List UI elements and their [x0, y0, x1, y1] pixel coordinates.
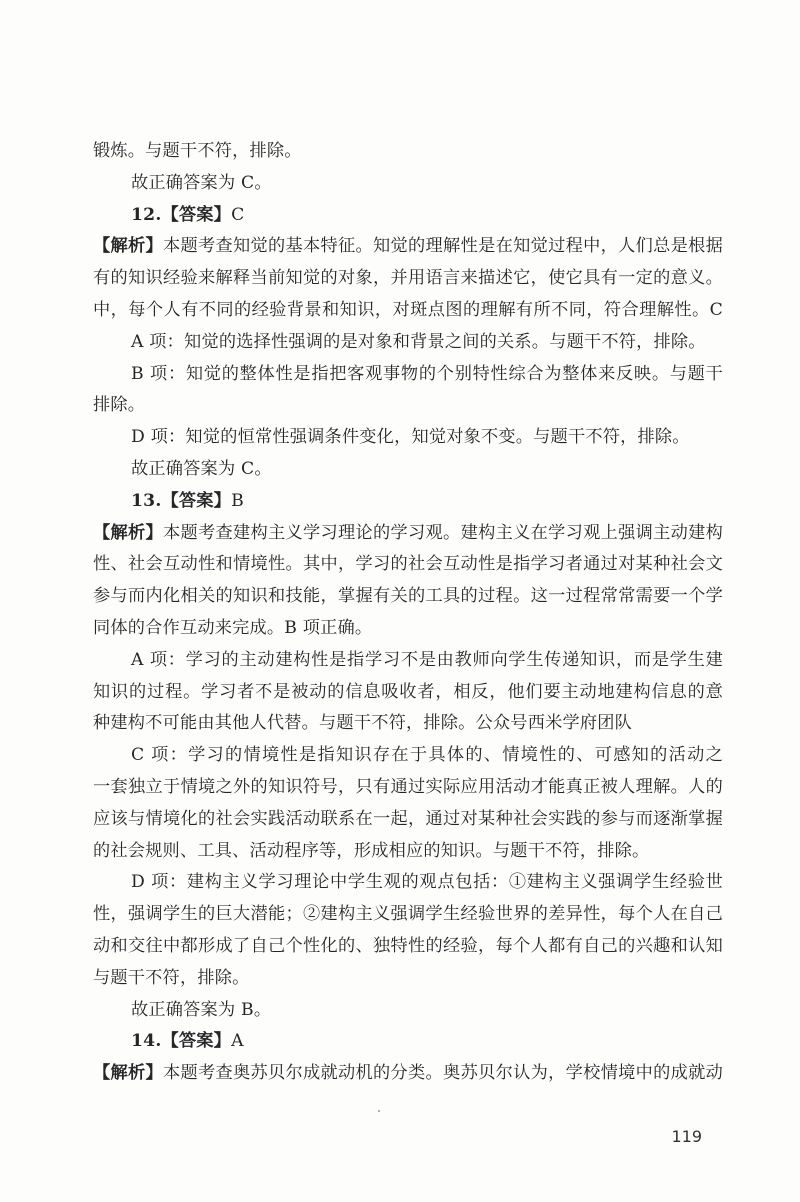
answer-label: 14.【答案】 — [131, 1031, 232, 1052]
text-line: A 项：知觉的选择性强调的是对象和背景之间的关系。与题干不符，排除。 — [131, 331, 706, 352]
answer-heading — [93, 1026, 723, 1058]
analysis-text: 本题考查奥苏贝尔成就动机的分类。奥苏贝尔认为，学校情境中的成就动 — [163, 1063, 723, 1084]
text-line: 与题干不符，排除。 — [93, 967, 250, 988]
text-line: 应该与情境化的社会实践活动联系在一起，通过对某种社会实践的参与而逐渐掌握 — [93, 808, 723, 829]
analysis-line — [93, 518, 723, 550]
answer-value: C — [231, 204, 245, 225]
text-line: 一套独立于情境之外的知识符号，只有通过实际应用活动才能真正被人理解。人的 — [93, 776, 723, 797]
speck — [378, 1110, 380, 1112]
text-line: 性、社会互动性和情境性。其中，学习的社会互动性是指学习者通过对某种社会文 — [93, 554, 723, 575]
text-line: 同体的合作互动来完成。B 项正确。 — [93, 617, 373, 638]
text-line: 故正确答案为 C。 — [131, 172, 272, 193]
answer-heading — [93, 200, 723, 232]
text-line: 中，每个人有不同的经验背景和知识，对斑点图的理解有所不同，符合理解性。C — [93, 299, 723, 320]
analysis-label: 【解析】 — [93, 1063, 164, 1084]
text-line: D 项：知觉的恒常性强调条件变化，知觉对象不变。与题干不符，排除。 — [131, 427, 690, 448]
text-line: D 项：建构主义学习理论中学生观的观点包括：①建构主义强调学生经验世 — [131, 872, 723, 893]
text-line: 排除。 — [93, 395, 146, 416]
analysis-line — [93, 1058, 723, 1090]
text-line: 知识的过程。学习者不是被动的信息吸收者，相反，他们要主动地建构信息的意 — [93, 681, 723, 702]
text-line: 种建构不可能由其他人代替。与题干不符，排除。公众号西米学府团队 — [93, 713, 633, 734]
analysis-line — [93, 231, 723, 263]
answer-label: 13.【答案】 — [131, 490, 232, 511]
analysis-label: 【解析】 — [93, 522, 164, 543]
text-line: 的社会规则、工具、活动程序等，形成相应的知识。与题干不符，排除。 — [93, 840, 650, 861]
text-line: 故正确答案为 B。 — [131, 999, 272, 1020]
text-line: 锻炼。与题干不符，排除。 — [93, 141, 302, 161]
text-line: B 项：知觉的整体性是指把客观事物的个别特性综合为整体来反映。与题干 — [131, 363, 723, 384]
analysis-text: 本题考查建构主义学习理论的学习观。建构主义在学习观上强调主动建构 — [163, 522, 723, 543]
answer-value: A — [231, 1031, 244, 1052]
analysis-text: 本题考查知觉的基本特征。知觉的理解性是在知觉过程中，人们总是根据 — [163, 236, 723, 257]
text-line: 参与而内化相关的知识和技能，掌握有关的工具的过程。这一过程常常需要一个学 — [93, 586, 723, 607]
text-line: 有的知识经验来解释当前知觉的对象，并用语言来描述它，使它具有一定的意义。 — [93, 268, 723, 289]
text-line: 故正确答案为 C。 — [131, 458, 272, 479]
text-line: 性，强调学生的巨大潜能；②建构主义强调学生经验世界的差异性，每个人在自己 — [93, 904, 723, 925]
answer-value: B — [231, 490, 244, 511]
text-line: 动和交往中都形成了自己个性化的、独特性的经验，每个人都有自己的兴趣和认知 — [93, 935, 723, 956]
text-line: C 项：学习的情境性是指知识存在于具体的、情境性的、可感知的活动之 — [131, 745, 723, 766]
analysis-label: 【解析】 — [93, 236, 164, 257]
text-line: A 项：学习的主动建构性是指学习不是由教师向学生传递知识，而是学生建 — [131, 649, 723, 670]
answer-heading — [93, 486, 723, 518]
page-body — [93, 136, 723, 1090]
page-number: 119 — [671, 1127, 702, 1146]
answer-label: 12.【答案】 — [131, 204, 232, 225]
